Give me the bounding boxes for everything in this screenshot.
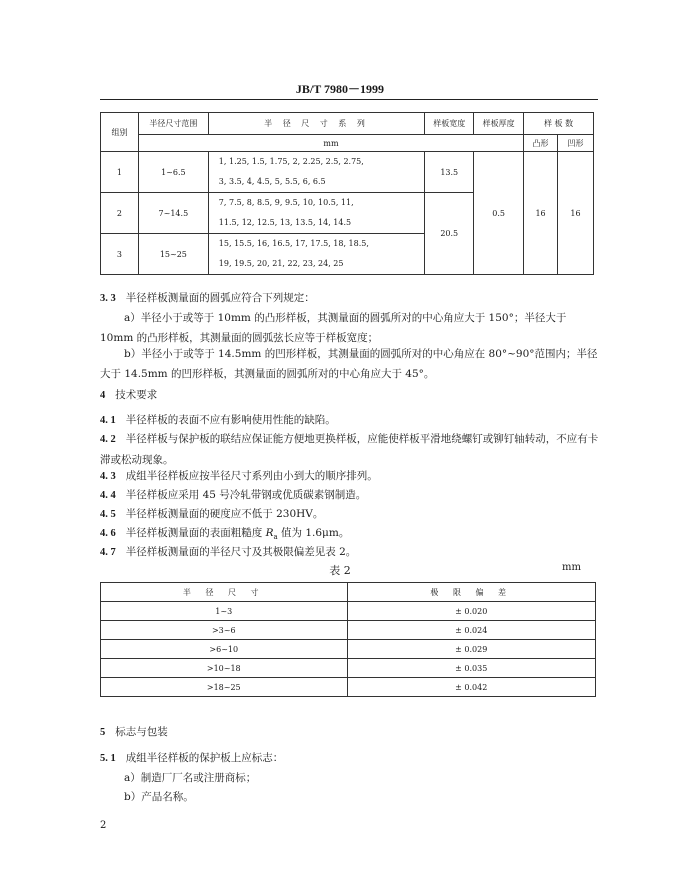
header-concave: 凹形 [558,135,594,152]
header-rule [100,99,598,100]
tolerance-table [100,582,596,697]
convex-count-cell: 16 [524,152,558,275]
thickness-cell: 0.5 [474,152,524,275]
width-cell: 13.5 [425,152,474,193]
section-number: 4. 5 [100,509,116,520]
series-line: 7, 7.5, 8, 8.5, 9, 9.5, 10, 10.5, 11, [218,198,354,207]
group-cell: 2 [101,193,139,234]
item-3-3-b: b）半径小于或等于 14.5mm 的凹形样板，其测量面的圆弧所对的中心角应在 80°~90°范围内；半径大于 14.5mm 的凹形样板，其测量面的圆弧所对的中心角应大于 45°。 [100,348,598,380]
section-number: 4. 1 [100,415,116,426]
section-4-2 [100,429,600,470]
group-cell: 3 [101,234,139,275]
roughness-subscript: a [273,533,278,542]
section-4-4 [100,485,600,506]
range-cell: 1~6.5 [138,152,208,193]
range-cell: 15~25 [138,234,208,275]
section-number: 4. 2 [100,434,116,445]
section-4-5 [100,504,600,525]
series-cell [208,193,424,234]
header-width: 样板宽度 [425,113,474,135]
section-text: 半径样板测量面的圆弧应符合下列规定： [125,292,315,304]
header-series: 半 径 尺 寸 系 列 [208,113,424,135]
series-cell [208,152,424,193]
series-line: 19, 19.5, 20, 21, 22, 23, 24, 25 [218,259,344,268]
series-line: 11.5, 12, 12.5, 13, 13.5, 14, 14.5 [218,218,352,227]
series-line: 1, 1.25, 1.5, 1.75, 2, 2.25, 2.5, 2.75, [218,157,364,166]
header-convex: 凸形 [524,135,558,152]
header-count: 样 板 数 [524,113,594,135]
roughness-symbol: R [265,527,274,539]
header-deviation: 极 限 偏 差 [347,583,596,602]
section-text: 半径样板测量面的表面粗糙度 [125,527,266,539]
deviation-cell: ± 0.042 [347,678,596,697]
table-row [101,640,596,659]
document-header: JB/T 7980－1999 [295,82,385,96]
size-cell: >10~18 [101,659,348,678]
section-number: 4. 4 [100,490,116,501]
unit-row: mm [138,135,523,152]
size-cell: >3~6 [101,621,348,640]
header-group: 组别 [101,113,139,152]
section-number: 4. 7 [100,547,116,558]
size-cell: >18~25 [101,678,348,697]
header-radius-size: 半 径 尺 寸 [101,583,348,602]
group-cell: 1 [101,152,139,193]
deviation-cell: ± 0.035 [347,659,596,678]
section-4-3 [100,466,600,487]
header-range: 半径尺寸范围 [138,113,208,135]
deviation-cell: ± 0.020 [347,602,596,621]
width-cell: 20.5 [425,193,474,275]
radius-series-table [100,112,594,275]
table-row [101,621,596,640]
item-3-3-a: a）半径小于或等于 10mm 的凸形样板，其测量面的圆弧所对的中心角应大于 150°；半径大于 10mm 的凸形样板，其测量面的圆弧弦长应等于样板宽度； [100,312,567,344]
section-4 [100,385,600,406]
table-2-unit: mm [562,562,581,573]
table-row [101,678,596,697]
section-text: 半径样板测量面的半径尺寸及其极限偏差见表 2。 [125,546,357,558]
section-text: 成组半径样板应按半径尺寸系列由小到大的顺序排列。 [125,470,378,482]
table-2-caption: 表 2 [329,564,351,577]
deviation-cell: ± 0.024 [347,621,596,640]
section-number: 4 [100,390,106,401]
table-row [101,602,596,621]
section-5 [100,722,600,743]
concave-count-cell: 16 [558,152,594,275]
page-number: 2 [100,820,107,831]
section-text: 值为 1.6μm。 [277,527,350,539]
section-4-1 [100,410,600,431]
table-row [101,152,594,193]
section-number: 4. 3 [100,471,116,482]
section-heading: 技术要求 [115,389,158,401]
series-cell [208,234,424,275]
size-cell: 1~3 [101,602,348,621]
section-number: 5. 1 [100,753,116,764]
range-cell: 7~14.5 [138,193,208,234]
item-5-1-a: a）制造厂厂名或注册商标； [124,772,257,784]
size-cell: >6~10 [101,640,348,659]
section-5-1 [100,748,600,769]
section-text: 半径样板应采用 45 号冷轧带钢或优质碳素钢制造。 [125,489,367,501]
section-text: 成组半径样板的保护板上应标志： [125,752,284,764]
series-line: 15, 15.5, 16, 16.5, 17, 17.5, 18, 18.5, [218,239,369,248]
series-line: 3, 3.5, 4, 4.5, 5, 5.5, 6, 6.5 [218,177,326,186]
section-text: 半径样板测量面的硬度应不低于 230HV。 [125,508,324,520]
section-3-3 [100,288,600,309]
table-row [101,659,596,678]
item-5-1-b: b）产品名称。 [124,791,194,803]
section-4-7 [100,542,600,563]
section-number: 4. 6 [100,528,116,539]
section-number: 5 [100,727,106,738]
header-thickness: 样板厚度 [474,113,524,135]
section-number: 3. 3 [100,293,116,304]
section-heading: 标志与包装 [115,726,168,738]
section-text: 半径样板与保护板的联结应保证能方便地更换样板，应能使样板平滑地绕螺钉或铆钉轴转动，不应有卡滞或松动现象。 [100,433,599,466]
section-text: 半径样板的表面不应有影响使用性能的缺陷。 [125,414,336,426]
deviation-cell: ± 0.029 [347,640,596,659]
